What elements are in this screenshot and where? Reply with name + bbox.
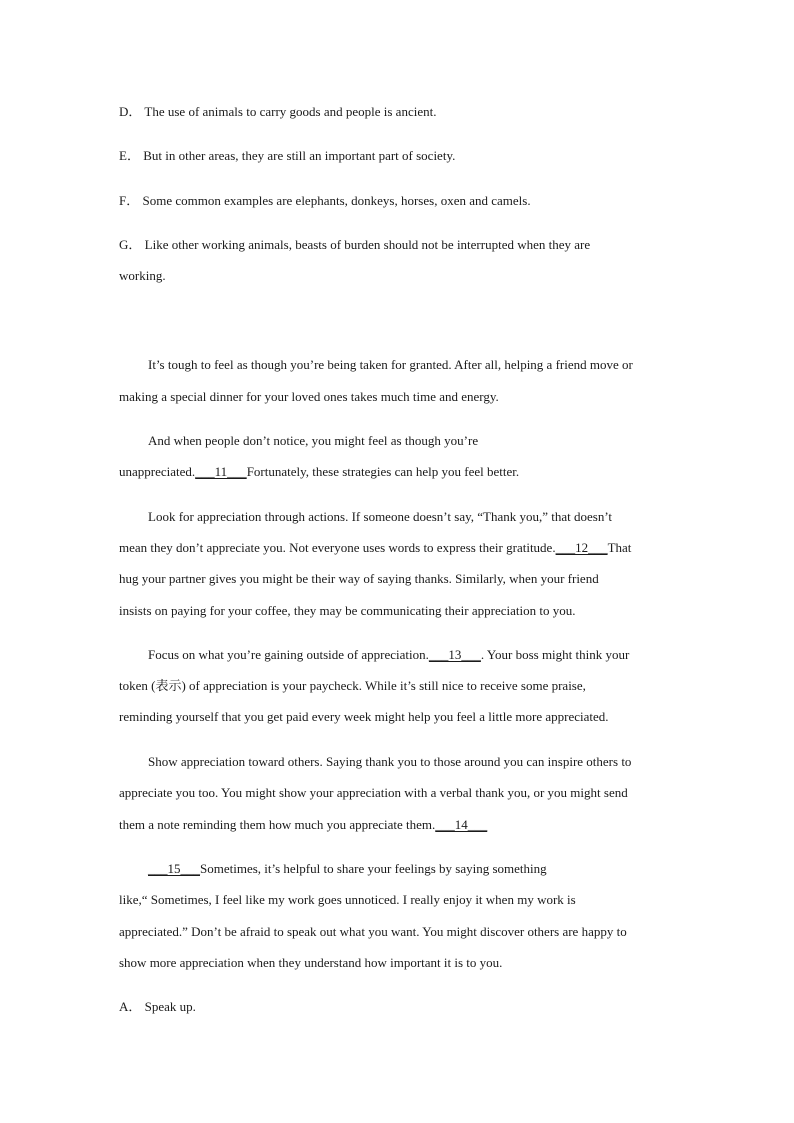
- paragraph-3-line-2: [119, 540, 631, 556]
- paragraph-3-line-4: insists on paying for your coffee, they may be communicating their appreciation to you.: [119, 603, 576, 618]
- option-e: [119, 148, 455, 164]
- paragraph-6-line-3: appreciated.” Don’t be afraid to speak out what you want. You might discover others are happy to: [119, 924, 627, 939]
- option-letter: F．: [119, 193, 140, 208]
- option-text: Some common examples are elephants, donkeys, horses, oxen and camels.: [142, 193, 531, 208]
- paragraph-3-line-1: Look for appreciation through actions. If someone doesn’t say, “Thank you,” that doesn’t: [148, 509, 613, 524]
- paragraph-2-line-1: And when people don’t notice, you might feel as though you’re: [148, 433, 479, 448]
- paragraph-5-line-2: appreciate you too. You might show your appreciation with a verbal thank you, or you might send: [119, 785, 628, 800]
- option-f: [119, 193, 531, 209]
- option-letter: G．: [119, 237, 142, 252]
- paragraph-text: Focus on what you’re gaining outside of appreciation.: [148, 647, 429, 662]
- option-letter: D．: [119, 104, 142, 119]
- option-text: Speak up.: [144, 999, 196, 1014]
- paragraph-1-line-1: It’s tough to feel as though you’re being taken for granted. After all, helping a friend move or: [148, 357, 633, 372]
- blank-11: ___11___: [195, 464, 247, 479]
- option-a: [119, 999, 196, 1015]
- paragraph-5-line-3: [119, 817, 487, 833]
- paragraph-6-line-1: [148, 861, 547, 877]
- blank-13: ___13___: [428, 647, 481, 662]
- paragraph-6-line-4: show more appreciation when they understand how important it is to you.: [119, 955, 503, 970]
- paragraph-text: unappreciated.: [119, 464, 196, 479]
- blank-15: ___15___: [148, 861, 200, 876]
- paragraph-text: them a note reminding them how much you appreciate them.: [119, 817, 436, 832]
- paragraph-3-line-3: hug your partner gives you might be their way of saying thanks. Similarly, when your friend: [119, 571, 599, 586]
- paragraph-5-line-1: Show appreciation toward others. Saying thank you to those around you can inspire others to: [148, 754, 632, 769]
- blank-12: ___12___: [555, 540, 608, 555]
- option-letter: A．: [119, 999, 142, 1014]
- option-d: [119, 104, 436, 120]
- paragraph-1-line-2: making a special dinner for your loved ones takes much time and energy.: [119, 389, 499, 404]
- paragraph-2-line-2: [119, 464, 519, 480]
- paragraph-text: Fortunately, these strategies can help you feel better.: [246, 464, 520, 479]
- option-text: The use of animals to carry goods and people is ancient.: [144, 104, 437, 119]
- option-letter: E．: [119, 148, 140, 163]
- blank-14: ___14___: [435, 817, 488, 832]
- paragraph-text: That: [607, 540, 632, 555]
- paragraph-text: Sometimes, it’s helpful to share your feelings by saying something: [200, 861, 547, 876]
- paragraph-text: mean they don’t appreciate you. Not everyone uses words to express their gratitude.: [119, 540, 556, 555]
- paragraph-4-line-3: reminding yourself that you get paid every week might help you feel a little more appreciated.: [119, 709, 609, 724]
- option-text: But in other areas, they are still an important part of society.: [143, 148, 456, 163]
- option-g-continued: working.: [119, 268, 166, 283]
- option-g: [119, 237, 590, 253]
- option-text: Like other working animals, beasts of burden should not be interrupted when they are: [144, 237, 591, 252]
- paragraph-4-line-1: [148, 647, 629, 663]
- paragraph-text: . Your boss might think your: [480, 647, 630, 662]
- paragraph-6-line-2: like,“ Sometimes, I feel like my work goes unnoticed. I really enjoy it when my work is: [119, 892, 576, 907]
- paragraph-4-line-2: token (表示) of appreciation is your paycheck. While it’s still nice to receive some praise,: [119, 678, 586, 693]
